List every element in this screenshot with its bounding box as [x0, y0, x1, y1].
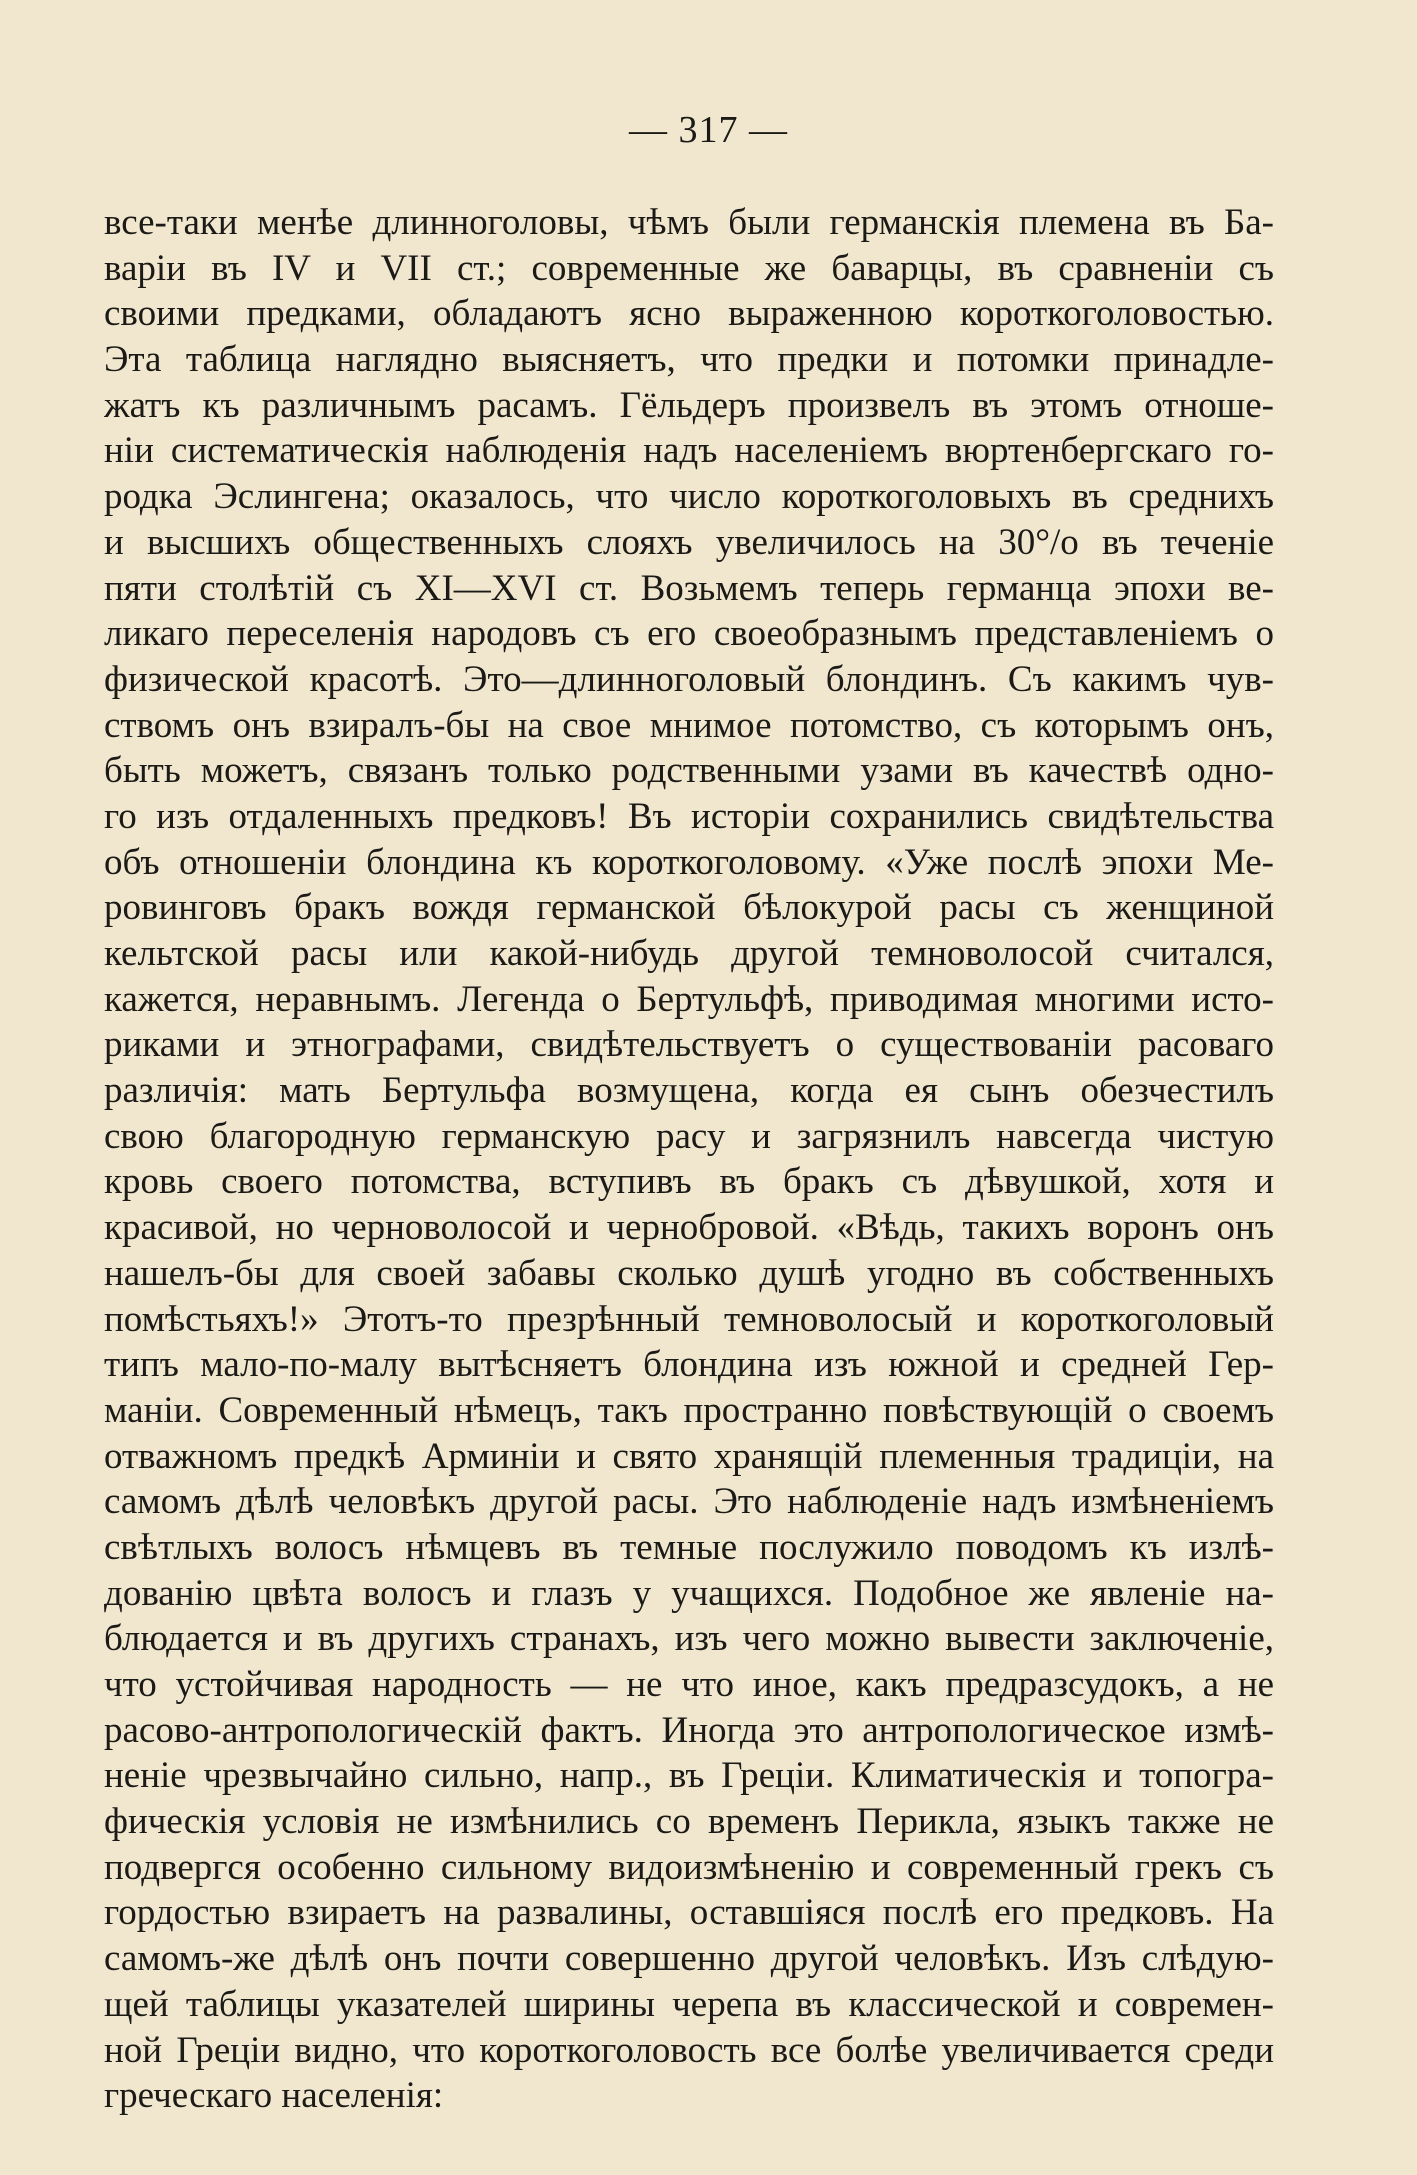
text-line: го изъ отдаленныхъ предковъ! Въ исторіи сохранились свидѣтельства — [104, 795, 1274, 837]
text-line: свѣтлыхъ волосъ нѣмцевъ въ темные послужило поводомъ къ излѣ- — [104, 1526, 1274, 1568]
text-line: самомъ-же дѣлѣ онъ почти совершенно другой человѣкъ. Изъ слѣдую- — [104, 1938, 1274, 1980]
text-line: щей таблицы указателей ширины черепа въ классической и современ- — [104, 1983, 1274, 2025]
text-line: маніи. Современный нѣмецъ, такъ пространно повѣствующій о своемъ — [104, 1389, 1274, 1431]
text-line: ной Греціи видно, что короткоголовость все болѣе увеличивается среди — [104, 2029, 1274, 2071]
text-line: что устойчивая народность — не что иное, какъ предразсудокъ, а не — [104, 1664, 1274, 1705]
text-line: все-таки менѣе длинноголовы, чѣмъ были германскія племена въ Ба- — [104, 202, 1274, 243]
text-line: ликаго переселенія народовъ съ его своеобразнымъ представленіемъ о — [104, 613, 1274, 655]
text-line: блюдается и въ другихъ странахъ, изъ чего можно вывести заключеніе, — [104, 1618, 1274, 1660]
text-line: варіи въ IV и VII ст.; современные же баварцы, въ сравненіи съ — [104, 247, 1274, 289]
text-line: типъ мало-по-малу вытѣсняетъ блондина изъ южной и средней Гер- — [104, 1344, 1274, 1386]
text-line: пяти столѣтій съ XI—XVI ст. Возьмемъ теперь германца эпохи ве- — [104, 567, 1274, 609]
text-line: гордостью взираетъ на развалины, оставшіяся послѣ его предковъ. На — [104, 1892, 1274, 1934]
text-line: нашелъ-бы для своей забавы сколько душѣ угодно въ собственныхъ — [104, 1252, 1274, 1294]
page-number: — 317 — — [629, 109, 788, 151]
text-line: отважномъ предкѣ Арминіи и свято хранящій племенныя традиціи, на — [104, 1435, 1274, 1477]
text-line: помѣстьяхъ!» Этотъ-то презрѣнный темноволосый и короткоголовый — [104, 1298, 1274, 1340]
text-line: Эта таблица наглядно выясняетъ, что предки и потомки принадле- — [104, 339, 1274, 381]
text-line: объ отношеніи блондина къ короткоголовому. «Уже послѣ эпохи Ме- — [104, 841, 1274, 883]
text-line: кажется, неравнымъ. Легенда о Бертульфѣ, приводимая многими исто- — [104, 978, 1274, 1020]
text-line: ніи систематическія наблюденія надъ населеніемъ вюртенбергскаго го- — [104, 430, 1274, 472]
text-line: расово-антропологическій фактъ. Иногда это антропологическое измѣ- — [104, 1709, 1274, 1751]
text-line: жатъ къ различнымъ расамъ. Гёльдеръ произвелъ въ этомъ отноше- — [104, 384, 1274, 426]
text-line: физической красотѣ. Это—длинноголовый блондинъ. Съ какимъ чув- — [104, 658, 1274, 700]
text-line: ствомъ онъ взиралъ-бы на свое мнимое потомство, съ которымъ онъ, — [104, 704, 1274, 746]
text-line: греческаго населенія: — [104, 2075, 444, 2117]
text-line: подвергся особенно сильному видоизмѣненію и современный грекъ съ — [104, 1846, 1274, 1888]
text-line: кельтской расы или какой-нибудь другой темноволосой считался, — [104, 933, 1274, 974]
text-line: самомъ дѣлѣ человѣкъ другой расы. Это наблюденіе надъ измѣненіемъ — [104, 1481, 1274, 1523]
text-line: кровь своего потомства, вступивъ въ бракъ съ дѣвушкой, хотя и — [104, 1161, 1274, 1203]
text-line: ровинговъ бракъ вождя германской бѣлокурой расы съ женщиной — [104, 887, 1274, 929]
text-line: родка Эслингена; оказалось, что число короткоголовыхъ въ среднихъ — [104, 476, 1274, 518]
text-line: риками и этнографами, свидѣтельствуетъ о существованіи расоваго — [104, 1024, 1274, 1066]
text-line: и высшихъ общественныхъ слояхъ увеличилось на 30°/о въ теченіе — [104, 521, 1274, 563]
text-line: дованію цвѣта волосъ и глазъ у учащихся. Подобное же явленіе на- — [104, 1572, 1274, 1614]
body-text — [104, 200, 1274, 2119]
text-line: фическія условія не измѣнились со временъ Перикла, языкъ также не — [104, 1801, 1274, 1843]
text-line: свою благородную германскую расу и загрязнилъ навсегда чистую — [104, 1115, 1274, 1157]
text-line: красивой, но черноволосой и чернобровой. «Вѣдь, такихъ воронъ онъ — [104, 1207, 1274, 1249]
text-line: различія: мать Бертульфа возмущена, когда ея сынъ обезчестилъ — [104, 1070, 1274, 1112]
text-line: быть можетъ, связанъ только родственными узами въ качествѣ одно- — [104, 750, 1274, 792]
text-line: неніе чрезвычайно сильно, напр., въ Греціи. Климатическія и топогра- — [104, 1755, 1274, 1797]
text-line: своими предками, обладаютъ ясно выраженною короткоголовостью. — [104, 293, 1274, 335]
